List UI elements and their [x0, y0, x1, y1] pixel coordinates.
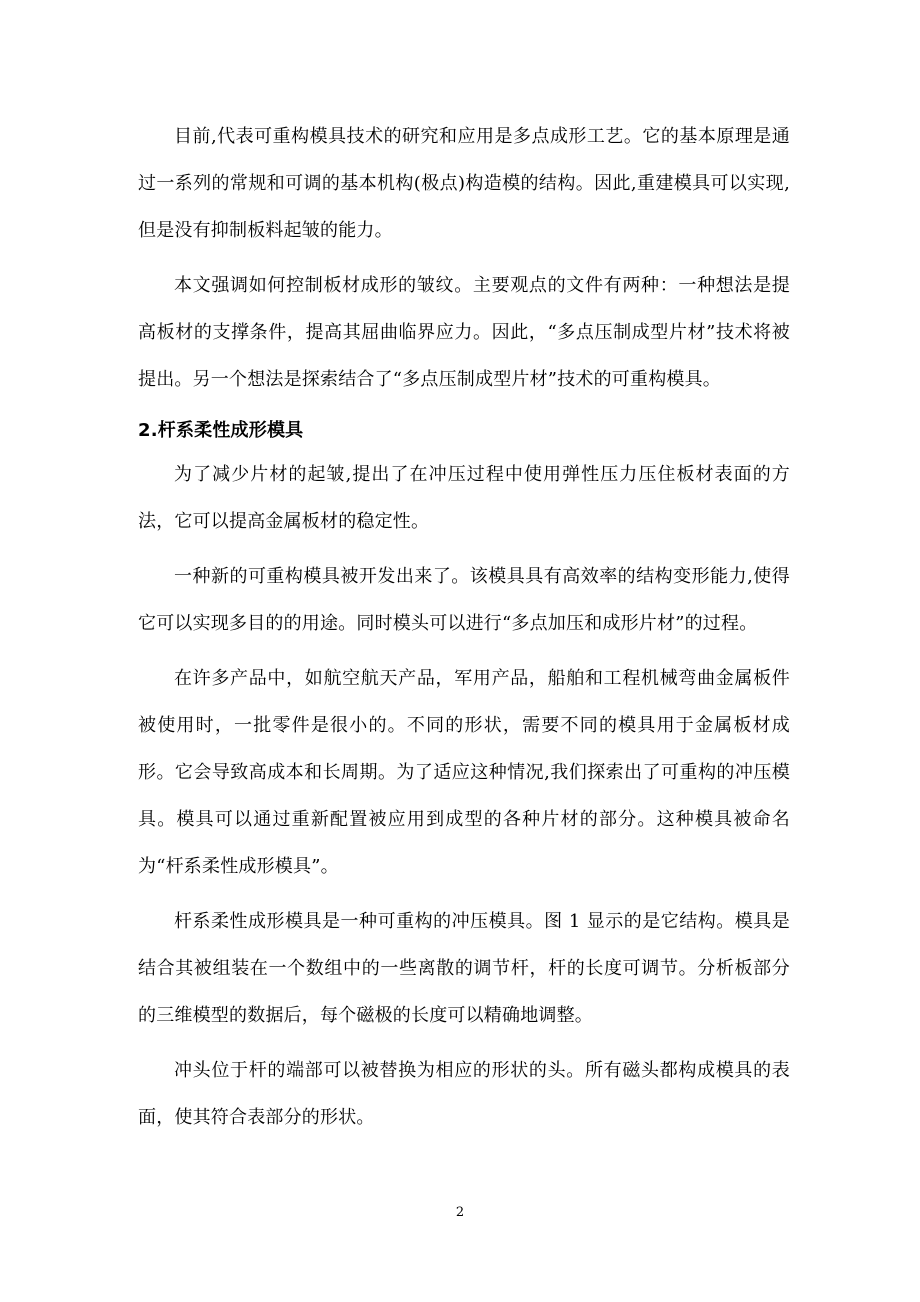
paragraph-section-1: 为了减少片材的起皱,提出了在冲压过程中使用弹性压力压住板材表面的方法，它可以提高金属板材的稳定性。: [138, 464, 790, 532]
page-number: 2: [455, 1205, 465, 1220]
paragraph-section-4: 杆系柔性成形模具是一种可重构的冲压模具。图 1 显示的是它结构。模具是结合其被组装在一个数组中的一些离散的调节杆，杆的长度可调节。分析板部分的三维模型的数据后，每个磁极的长度可以精确地调整。: [138, 911, 790, 1026]
paragraph-intro-1: 目前,代表可重构模具技术的研究和应用是多点成形工艺。它的基本原理是通过一系列的常规和可调的基本机构(极点)构造模的结构。因此,重建模具可以实现,但是没有抑制板料起皱的能力。: [138, 126, 790, 241]
paragraph-section-3: 在许多产品中，如航空航天产品，军用产品，船舶和工程机械弯曲金属板件被使用时，一批零件是很小的。不同的形状，需要不同的模具用于金属板材成形。它会导致高成本和长周期。为了适应这种情况,我们探索出了可重构的冲压模具。模具可以通过重新配置被应用到成型的各种片材的部分。这种模具被命名为“杆系柔性成形模具”。: [138, 668, 790, 877]
paragraph-intro-2: 本文强调如何控制板材成形的皱纹。主要观点的文件有两种：一种想法是提高板材的支撑条件，提高其屈曲临界应力。因此，“多点压制成型片材”技术将被提出。另一个想法是探索结合了“多点压制成型片材”技术的可重构模具。: [138, 275, 790, 390]
paragraph-section-2: 一种新的可重构模具被开发出来了。该模具具有高效率的结构变形能力,使得它可以实现多目的的用途。同时模头可以进行“多点加压和成形片材”的过程。: [138, 566, 790, 634]
page-body: [138, 113, 790, 1149]
paragraph-section-5: 冲头位于杆的端部可以被替换为相应的形状的头。所有磁头都构成模具的表面，使其符合表部分的形状。: [138, 1060, 790, 1128]
section-heading: 2.杆系柔性成形模具: [138, 420, 304, 441]
